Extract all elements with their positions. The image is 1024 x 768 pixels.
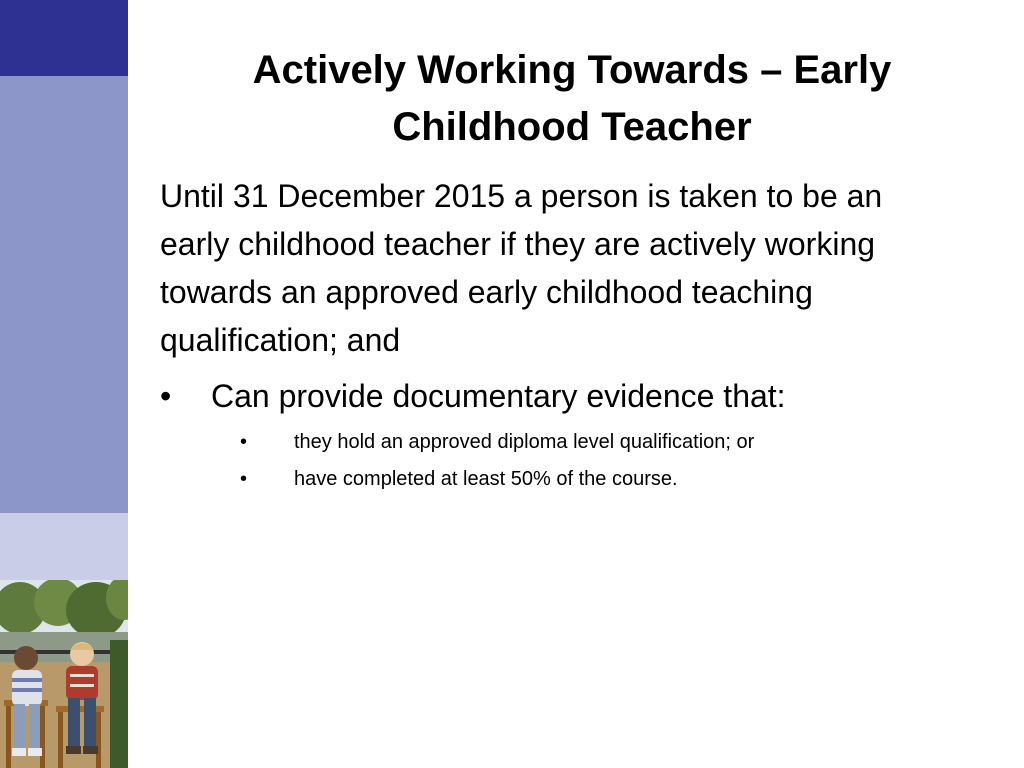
sidebar-band-dark <box>0 0 128 76</box>
slide-title-line-1: Actively Working Towards – Early <box>252 48 892 92</box>
sub-bullet-marker: • <box>240 431 248 453</box>
bullet-marker: • <box>160 378 172 414</box>
sub-bullet-text: have completed at least 50% of the course. <box>294 468 678 490</box>
sidebar-band-mid <box>0 76 128 513</box>
children-photo <box>0 580 128 768</box>
sub-bullet-text: they hold an approved diploma level qualification; or <box>294 431 755 453</box>
sub-bullet-marker: • <box>240 468 248 490</box>
slide-title <box>160 42 984 156</box>
sidebar-decoration <box>0 0 128 768</box>
body-paragraph: Until 31 December 2015 a person is taken to be an early childhood teacher if they are actively working towards an approved early childhood teaching qualification; and <box>160 178 883 358</box>
slide-title-line-2: Childhood Teacher <box>392 105 752 149</box>
bullet-text: Can provide documentary evidence that: <box>211 378 786 414</box>
sidebar-band-light <box>0 513 128 580</box>
